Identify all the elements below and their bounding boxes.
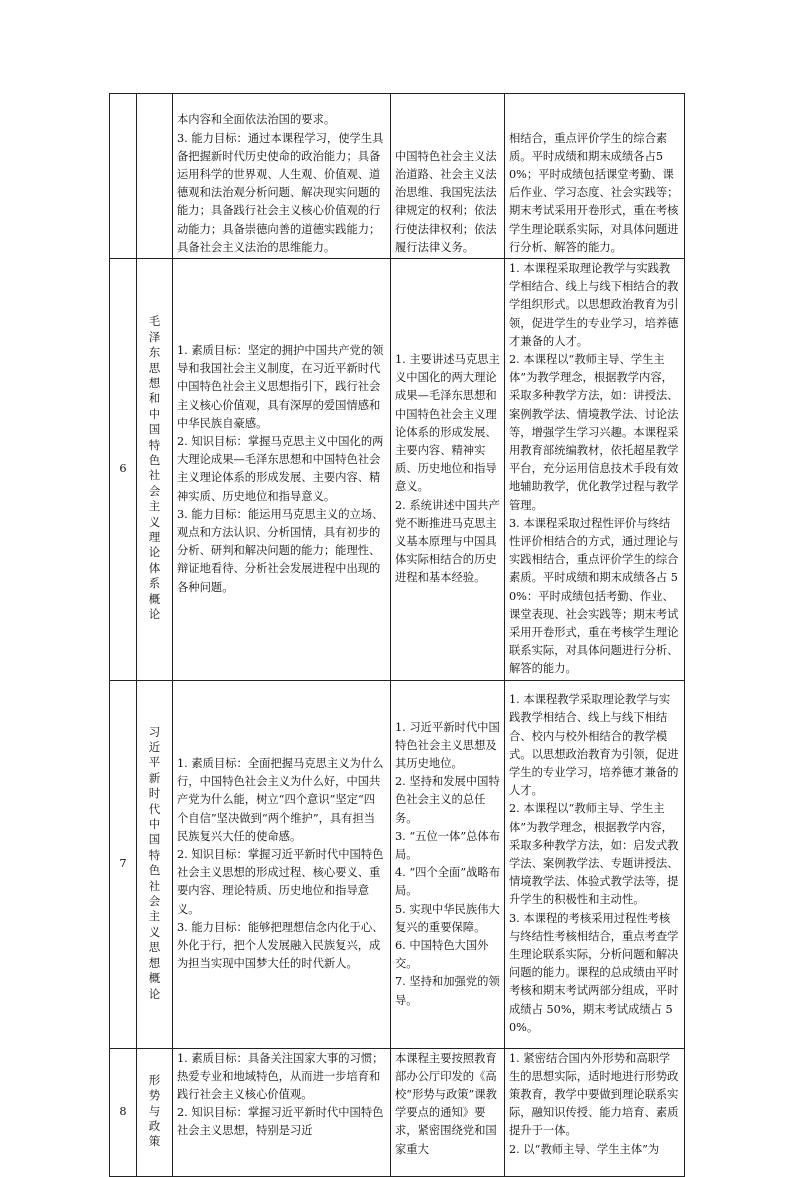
method-line: 1. 紧密结合国内外形势和高职学生的思想实际，适时地进行形势政策教育，教学中要做到理论联系实际，融知识传授、能力培育、素质提升于一体。: [509, 1051, 679, 1138]
method-line: 2. 本课程以“教师主导、学生主体”为教学理念，根据教学内容，采取多种教学方法，如：讲授法、案例教学法、情境教学法、讨论法等，增强学生学习兴趣。本课程采用教育部统编教材，依托超星教学平台，充分运用信息技术手段有效地辅助教学，优化教学过程与教学管理。: [509, 353, 679, 512]
method-line: 3. 本课程采取过程性评价与终结性评价相结合的方式，通过理论与实践相结合，重点评价学生的综合素质。平时成绩和期末成绩各占 50%：平时成绩包括考勤、作业、课堂表现、社会实践等；期末考试采用开卷形式，重在考核学生理论联系实际，对具体问题进行分析、解答的能力。: [509, 516, 679, 676]
course-name-cell: [137, 1048, 173, 1176]
course-name: 形势与政策: [148, 1072, 161, 1149]
content-line: 1. 主要讲述马克思主义中国化的两大理论成果—毛泽东思想和中国特色社会主义理论体系的形成发展、主要内容、精神实质、历史地位和指导意义。: [395, 353, 500, 494]
course-goals-cell: [173, 1048, 391, 1176]
content-line: 5. 实现中华民族伟大复兴的重要保障。: [395, 902, 500, 934]
method-line: 相结合，重点评价学生的综合素质。平时成绩和期末成绩各占50%；平时成绩包括课堂考勤、课后作业、学习态度、社会实践等；期末考试采用开卷形式，重在考核学生理论联系实际，对具体问题进行分析、解答的能力。: [509, 131, 679, 254]
course-name-cell: [137, 680, 173, 1048]
content-line: 3. “五位一体”总体布局。: [395, 829, 500, 861]
course-number-cell: [110, 94, 137, 259]
course-number-cell: 8: [110, 1048, 137, 1176]
course-number-cell: 7: [110, 680, 137, 1048]
goal-line: 2. 知识目标：掌握马克思主义中国化的两大理论成果—毛泽东思想和中国特色社会主义理论体系的形成发展、主要内容、精神实质、历史地位和指导意义。: [177, 434, 384, 503]
goal-line: 1. 素质目标：全面把握马克思主义为什么行，中国特色社会主义为什么好，中国共产党为什么能，树立“四个意识”坚定“四个自信”坚决做到“两个维护”，具有担当民族复兴大任的使命感。: [177, 756, 384, 843]
course-goals-cell: [173, 94, 391, 259]
goal-line: 2. 知识目标：掌握习近平新时代中国特色社会主义思想，特别是习近: [177, 1106, 384, 1138]
content-line: 本课程主要按照教育部办公厅印发的《高校“形势与政策”课教学要点的通知》要求，紧密围绕党和国家重大: [395, 1051, 497, 1156]
goal-line: 1. 素质目标：具备关注国家大事的习惯；热爱专业和地域特色，从而进一步培育和践行社会主义核心价值观。: [177, 1051, 384, 1102]
course-goals-cell: [173, 680, 391, 1048]
course-method-cell: [505, 1048, 685, 1176]
course-goals-cell: [173, 259, 391, 681]
course-name-cell: [137, 94, 173, 259]
content-line: 7. 坚持和加强党的领导。: [395, 975, 500, 1007]
course-row: [110, 94, 685, 259]
content-line: 6. 中国特色大国外交。: [395, 938, 489, 971]
course-row: [110, 1048, 685, 1176]
course-row: [110, 259, 685, 681]
content-line: 2. 系统讲述中国共产党不断推进马克思主义基本原理与中国具体实际相结合的历史进程和基本经验。: [395, 498, 500, 585]
course-content-cell: [391, 259, 505, 681]
goal-line: 3. 能力目标：能够把理想信念内化于心、外化于行，把个人发展融入民族复兴，成为担当实现中国梦大任的时代新人。: [177, 920, 384, 971]
course-name-cell: [137, 259, 173, 681]
course-name: 习近平新时代中国特色社会主义思想概论: [148, 724, 161, 1001]
content-line: 2. 坚持和发展中国特色社会主义的总任务。: [395, 775, 500, 825]
goal-line: 2. 知识目标：掌握习近平新时代中国特色社会主义思想的形成过程、核心要义、重要内容、理论特质、历史地位和指导意义。: [177, 847, 384, 916]
course-table-body: [110, 94, 685, 1177]
method-line: 2. 以“教师主导、学生主体”为: [509, 1142, 660, 1156]
method-line: 2. 本课程以“教师主导、学生主体”为教学理念，根据教学内容，采取多种教学方法，如：启发式教学法、案例教学法、专题讲授法、情境教学法、体验式教学法等，提升学生的积极性和主动性。: [509, 802, 679, 907]
content-line: 4. “四个全面”战略布局。: [395, 866, 500, 898]
method-line: 1. 本课程采取理论教学与实践教学相结合、线上与线下相结合的教学组织形式。以思想政治教育为引领，促进学生的专业学习，培养德才兼备的人才。: [509, 262, 679, 348]
course-content-cell: [391, 1048, 505, 1176]
method-line: 1. 本课程教学采取理论教学与实践教学相结合、线上与线下相结合、校内与校外相结合的教学模式。以思想政治教育为引领，促进学生的专业学习，培养德才兼备的人才。: [509, 693, 679, 798]
course-number-cell: 6: [110, 259, 137, 681]
course-method-cell: [505, 680, 685, 1048]
course-row: [110, 680, 685, 1048]
content-line: 中国特色社会主义法治道路、社会主义法治思维、我国宪法法律规定的权利；依法行使法律权利；依法履行法律义务。: [395, 149, 497, 254]
goal-line: 本内容和全面依法治国的要求。: [177, 113, 336, 127]
course-name: 毛泽东思想和中国特色社会主义理论体系概论: [148, 314, 161, 622]
method-line: 3. 本课程的考核采用过程性考核与终结性考核相结合，重点考查学生理论联系实际，分析问题和解决问题的能力。课程的总成绩由平时考核和期末考试两部分组成，平时成绩占 50%，期末考试成绩占 50%。: [509, 911, 679, 1034]
course-method-cell: [505, 259, 685, 681]
course-method-cell: [505, 94, 685, 259]
course-table: [109, 93, 685, 1177]
goal-line: 1. 素质目标：坚定的拥护中国共产党的领导和我国社会主义制度，在习近平新时代中国特色社会主义思想指引下，践行社会主义核心价值观，具有深厚的爱国情感和中华民族自豪感。: [177, 343, 384, 430]
course-content-cell: [391, 94, 505, 259]
goal-line: 3. 能力目标：通过本课程学习，使学生具备把握新时代历史使命的政治能力；具备运用科学的世界观、人生观、价值观、道德观和法治观分析问题、解决现实问题的能力；具备践行社会主义核心价值观的行动能力；具备崇德向善的道德实践能力；具备社会主义法治的思维能力。: [177, 131, 384, 254]
content-line: 1. 习近平新时代中国特色社会主义思想及其历史地位。: [395, 720, 500, 770]
goal-line: 3. 能力目标：能运用马克思主义的立场、观点和方法认识、分析国情，具有初步的分析、研判和解决问题的能力；能理性、辩证地看待、分析社会发展进程中出现的各种问题。: [177, 507, 384, 594]
course-content-cell: [391, 680, 505, 1048]
